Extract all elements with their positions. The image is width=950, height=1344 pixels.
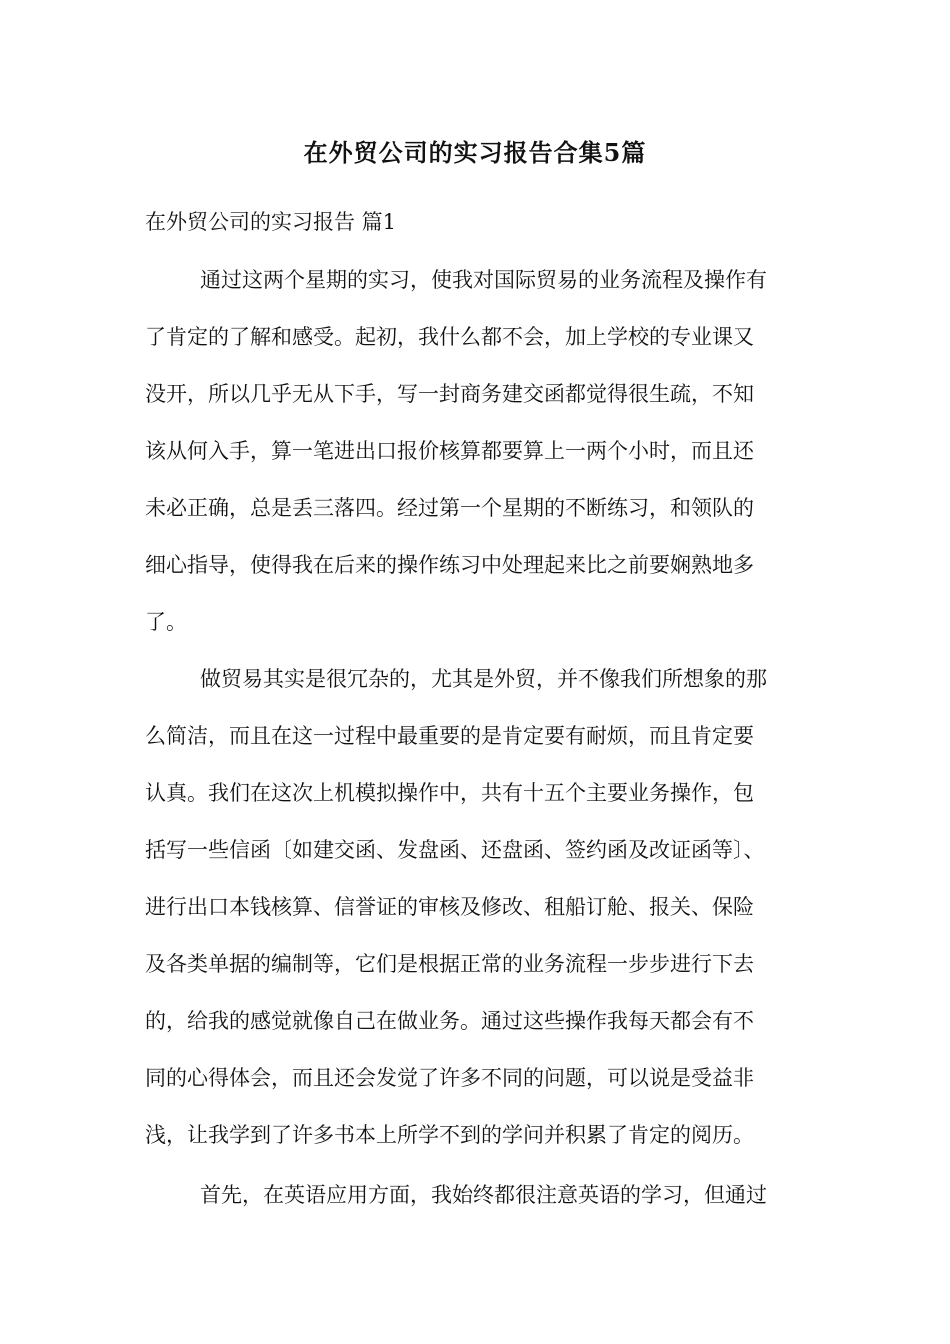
paragraph-3-line-1: 首先，在英语应用方面，我始终都很注意英语的学习，但通过: [200, 1183, 767, 1207]
paragraph-1-line-7: 了。: [145, 610, 187, 634]
paragraph-2-line-8: 同的心得体会，而且还会发觉了许多不同的问题，可以说是受益非: [145, 1066, 754, 1090]
paragraph-2-line-3: 认真。我们在这次上机模拟操作中，共有十五个主要业务操作，包: [145, 781, 754, 805]
paragraph-1-line-5: 未必正确，总是丢三落四。经过第一个星期的不断练习，和领队的: [145, 496, 754, 520]
paragraph-2-line-4: 括写一些信函〔如建交函、发盘函、还盘函、签约函及改证函等〕、: [145, 838, 765, 862]
section-heading: 在外贸公司的实习报告 篇1: [145, 210, 397, 234]
paragraph-1-line-4: 该从何入手，算一笔进出口报价核算都要算上一两个小时，而且还: [145, 439, 754, 463]
paragraph-2-line-7: 的，给我的感觉就像自己在做业务。通过这些操作我每天都会有不: [145, 1009, 754, 1033]
paragraph-1-line-2: 了肯定的了解和感受。起初，我什么都不会，加上学校的专业课又: [145, 325, 754, 349]
paragraph-2-line-6: 及各类单据的编制等，它们是根据正常的业务流程一步步进行下去: [145, 952, 754, 976]
paragraph-2-line-5: 进行出口本钱核算、信誉证的审核及修改、租船订舱、报关、保险: [145, 895, 754, 919]
paragraph-2-line-9: 浅，让我学到了许多书本上所学不到的学问并积累了肯定的阅历。: [145, 1123, 754, 1147]
paragraph-2-line-1: 做贸易其实是很冗杂的，尤其是外贸，并不像我们所想象的那: [200, 667, 767, 691]
paragraph-1-line-6: 细心指导，使得我在后来的操作练习中处理起来比之前要娴熟地多: [145, 553, 754, 577]
paragraph-2-line-2: 么简洁，而且在这一过程中最重要的是肯定要有耐烦，而且肯定要: [145, 724, 754, 748]
paragraph-1-line-1: 通过这两个星期的实习，使我对国际贸易的业务流程及操作有: [200, 268, 767, 292]
paragraph-1-line-3: 没开，所以几乎无从下手，写一封商务建交函都觉得很生疏，不知: [145, 382, 754, 406]
document-title: 在外贸公司的实习报告合集5篇: [303, 138, 647, 167]
